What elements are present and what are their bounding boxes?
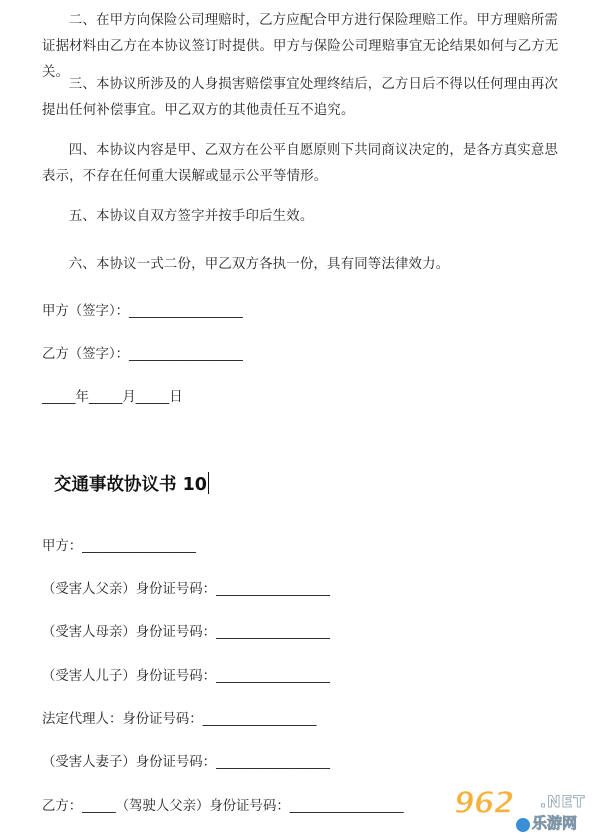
legal-representative-id-line: 法定代理人：身份证号码：_________________ — [42, 712, 317, 727]
victim-son-id-line: （受害人儿子）身份证号码：_________________ — [42, 669, 330, 684]
watermark-badge-icon — [514, 816, 532, 834]
document-title-text: 交通事故协议书 10 — [54, 475, 207, 495]
watermark-number: 962 — [454, 786, 514, 821]
date-line: _____年_____月_____日 — [42, 390, 183, 405]
victim-wife-id-line: （受害人妻子）身份证号码：_________________ — [42, 755, 330, 770]
paragraph-5: 五、本协议自双方签字并按手印后生效。 — [68, 209, 314, 224]
paragraph-3: 三、本协议所涉及的人身损害赔偿事宜处理终结后，乙方日后不得以任何理由再次提出任何补偿事宜。甲乙双方的其他责任互不追究。 — [42, 77, 559, 118]
watermark-site-name: 乐游网 — [532, 814, 578, 832]
site-watermark-logo — [454, 788, 594, 836]
paragraph-4: 四、本协议内容是甲、乙双方在公平自愿原则下共同商议决定的，是各方真实意思表示，不存在任何重大误解或显示公平等情形。 — [42, 143, 559, 184]
victim-mother-id-line: （受害人母亲）身份证号码：_________________ — [42, 625, 330, 640]
paragraph-6: 六、本协议一式二份，甲乙双方各执一份，具有同等法律效力。 — [68, 257, 450, 272]
victim-father-id-line: （受害人父亲）身份证号码：_________________ — [42, 582, 330, 597]
document-title — [54, 472, 209, 498]
party-a-signature-line: 甲方（签字）：_________________ — [42, 304, 243, 319]
party-b-driver-father-id-line: 乙方：_____（驾驶人父亲）身份证号码：_________________ — [42, 799, 404, 814]
party-b-signature-line: 乙方（签字）：_________________ — [42, 347, 243, 362]
text-cursor — [208, 472, 209, 494]
watermark-suffix: .NET — [540, 792, 586, 811]
paragraph-2: 二、在甲方向保险公司理赔时，乙方应配合甲方进行保险理赔工作。甲方理赔所需证据材料由乙方在本协议签订时提供。甲方与保险公司理赔事宜无论结果如何与乙方无关。 — [42, 13, 559, 80]
party-a-line: 甲方：_________________ — [42, 539, 196, 554]
